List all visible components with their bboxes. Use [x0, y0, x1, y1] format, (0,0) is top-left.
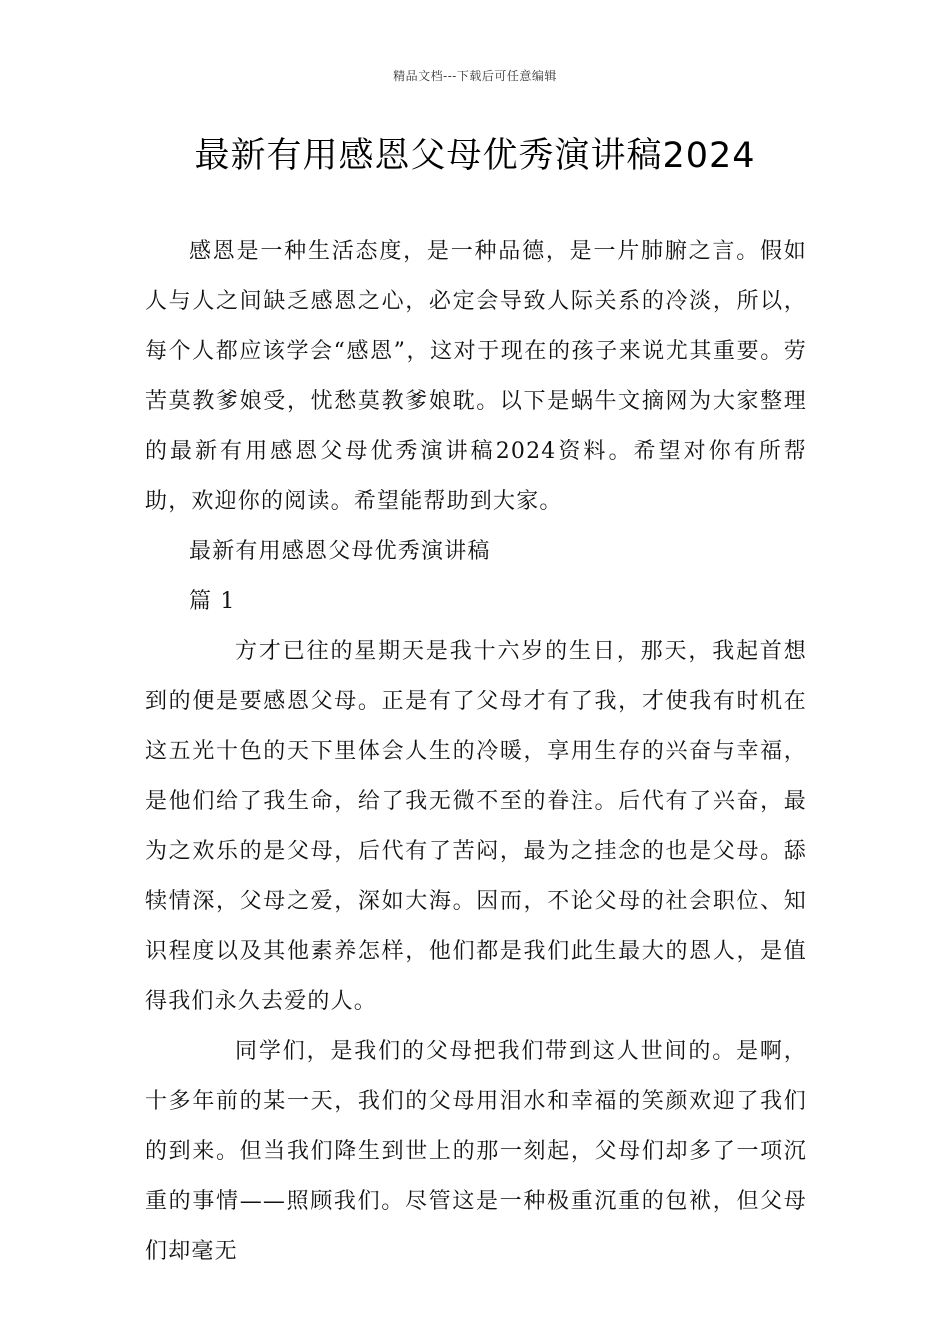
- document-body: [145, 227, 807, 1277]
- document-title: 最新有用感恩父母优秀演讲稿2024: [194, 136, 756, 176]
- body-paragraph-1: 方才已往的星期天是我十六岁的生日，那天，我起首想到的便是要感恩父母。正是有了父母才有了我，才使我有时机在这五光十色的天下里体会人生的冷暖，享用生存的兴奋与幸福，是他们给了我生命，给了我无微不至的眷注。后代有了兴奋，最为之欢乐的是父母，后代有了苦闷，最为之挂念的也是父母。舔犊情深，父母之爱，深如大海。因而，不论父母的社会职位、知识程度以及其他素养怎样，他们都是我们此生最大的恩人，是值得我们永久去爱的人。: [145, 639, 807, 1014]
- page-header: 精品文档---下载后可任意编辑: [393, 69, 557, 83]
- intro-paragraph: 感恩是一种生活态度，是一种品德，是一片肺腑之言。假如人与人之间缺乏感恩之心，必定会导致人际关系的冷淡，所以，每个人都应该学会“感恩”，这对于现在的孩子来说尤其重要。劳苦莫教爹娘受，忧愁莫教爹娘耽。以下是蜗牛文摘网为大家整理的最新有用感恩父母优秀演讲稿2024资料。希望对你有所帮助，欢迎你的阅读。希望能帮助到大家。: [145, 239, 807, 514]
- section-label: 篇 1: [189, 589, 236, 614]
- body-paragraph-2: 同学们，是我们的父母把我们带到这人世间的。是啊，十多年前的某一天，我们的父母用泪水和幸福的笑颜欢迎了我们的到来。但当我们降生到世上的那一刻起，父母们却多了一项沉重的事情——照顾我们。尽管这是一种极重沉重的包袱，但父母们却毫无: [145, 1039, 807, 1264]
- subtitle-line: 最新有用感恩父母优秀演讲稿: [189, 539, 491, 564]
